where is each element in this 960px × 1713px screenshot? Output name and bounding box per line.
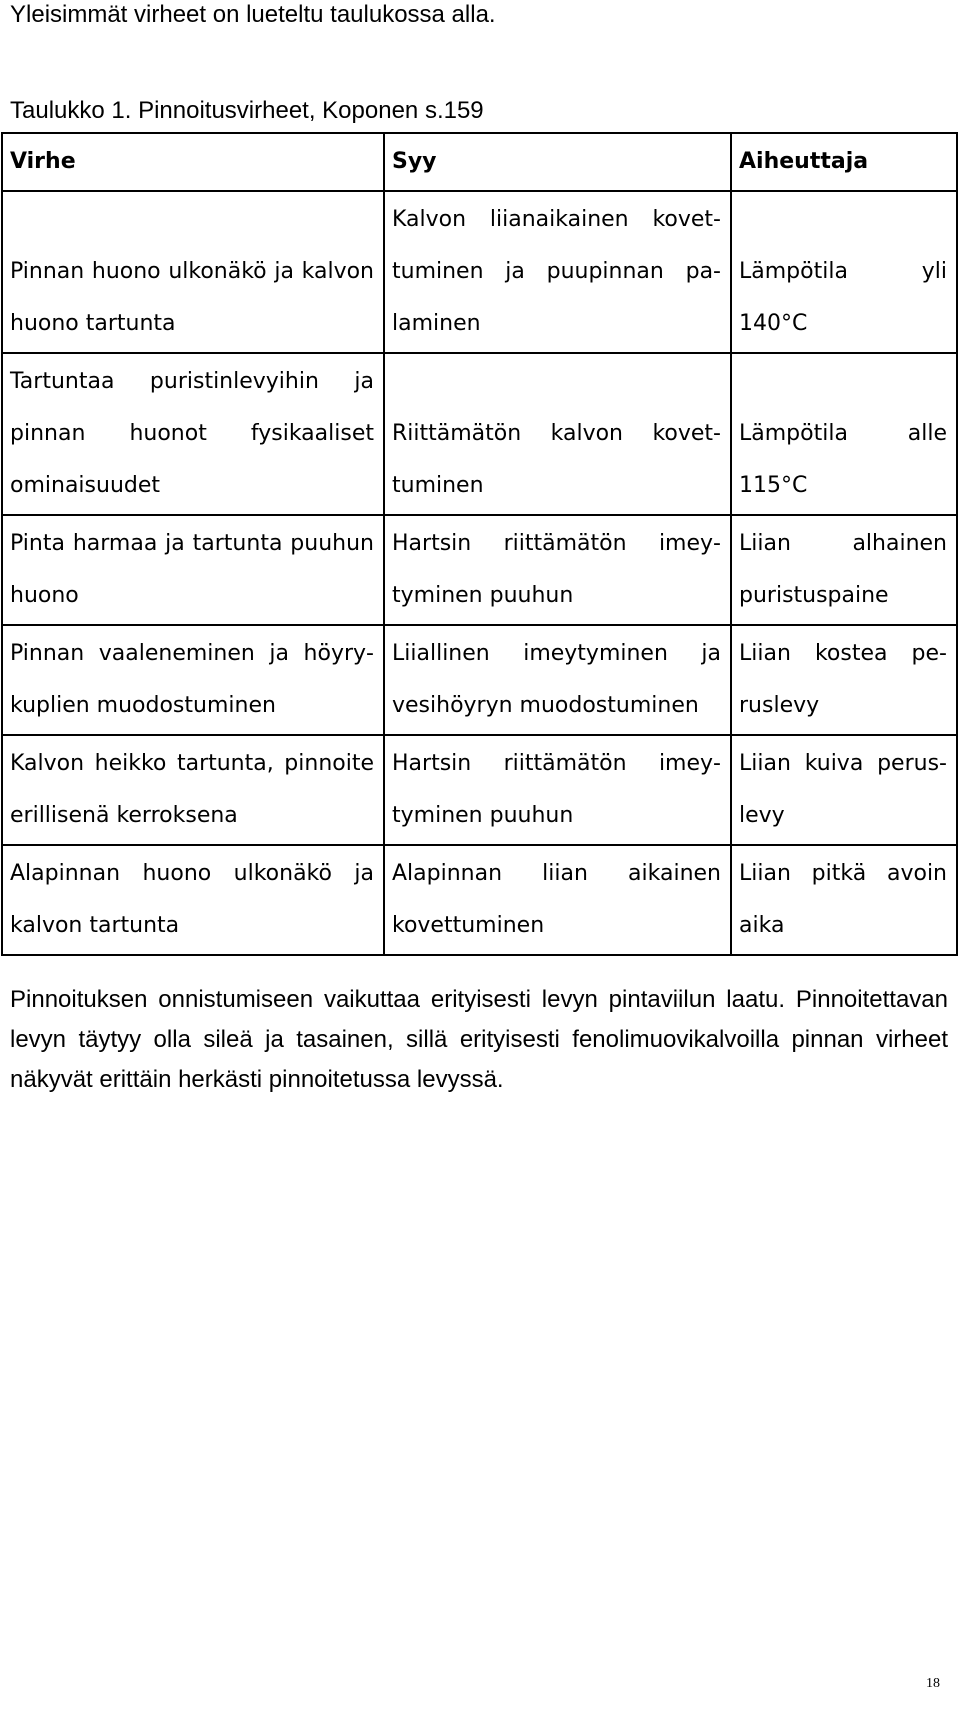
table-cell-cause: Liiallinen imeytyminen ja vesihöyryn muodostuminen [384,625,731,735]
table-cell-source: Liian kostea peruslevy [731,625,957,735]
table-cell-defect: Alapinnan huono ulkonäkö ja kalvon tartunta [2,845,384,955]
table-cell-cause: Hartsin riittämätön imeytyminen puuhun [384,735,731,845]
table-caption: Taulukko 1. Pinnoitusvirheet, Koponen s.159 [10,97,484,124]
header-aiheuttaja: Aiheuttaja [731,133,957,191]
table-row [2,735,957,845]
table-row [2,353,957,515]
page-number: 18 [926,1676,940,1691]
table-cell-defect: Pinta harmaa ja tartunta puuhun huono [2,515,384,625]
table-cell-defect: Pinnan vaaleneminen ja höyrykuplien muodostuminen [2,625,384,735]
table-cell-source: Liian kuiva peruslevy [731,735,957,845]
defects-table [1,132,958,956]
table-row [2,625,957,735]
header-virhe: Virhe [2,133,384,191]
table-cell-defect: Kalvon heikko tartunta, pinnoite erillisenä kerroksena [2,735,384,845]
table-row [2,515,957,625]
table-cell-source: Lämpötila yli 140°C [731,191,957,353]
table-cell-source: Liian pitkä avoin aika [731,845,957,955]
table-cell-cause: Riittämätön kalvon kovettuminen [384,353,731,515]
table-row [2,845,957,955]
table-cell-source: Lämpötila alle 115°C [731,353,957,515]
table-cell-defect: Tartuntaa puristinlevyihin ja pinnan huonot fysikaaliset ominaisuudet [2,353,384,515]
table-row [2,191,957,353]
table-cell-cause: Hartsin riittämätön imeytyminen puuhun [384,515,731,625]
table-cell-source: Liian alhainen puristuspaine [731,515,957,625]
header-syy: Syy [384,133,731,191]
conclusion-paragraph: Pinnoituksen onnistumiseen vaikuttaa erityisesti levyn pintaviilun laatu. Pinnoitettavan levyn täytyy olla sileä ja tasainen, sillä erityisesti fenolimuovikalvoilla pinnan virheet näkyvät erittäin herkästi pinnoitetussa levyssä. [10,986,948,1093]
table-header-row [2,133,957,191]
intro-text: Yleisimmät virheet on lueteltu taulukossa alla. [10,1,496,28]
table-cell-cause: Alapinnan liian aikainen kovettuminen [384,845,731,955]
table-cell-cause: Kalvon liianaikainen kovettuminen ja puupinnan palaminen [384,191,731,353]
table-cell-defect: Pinnan huono ulkonäkö ja kalvon huono tartunta [2,191,384,353]
